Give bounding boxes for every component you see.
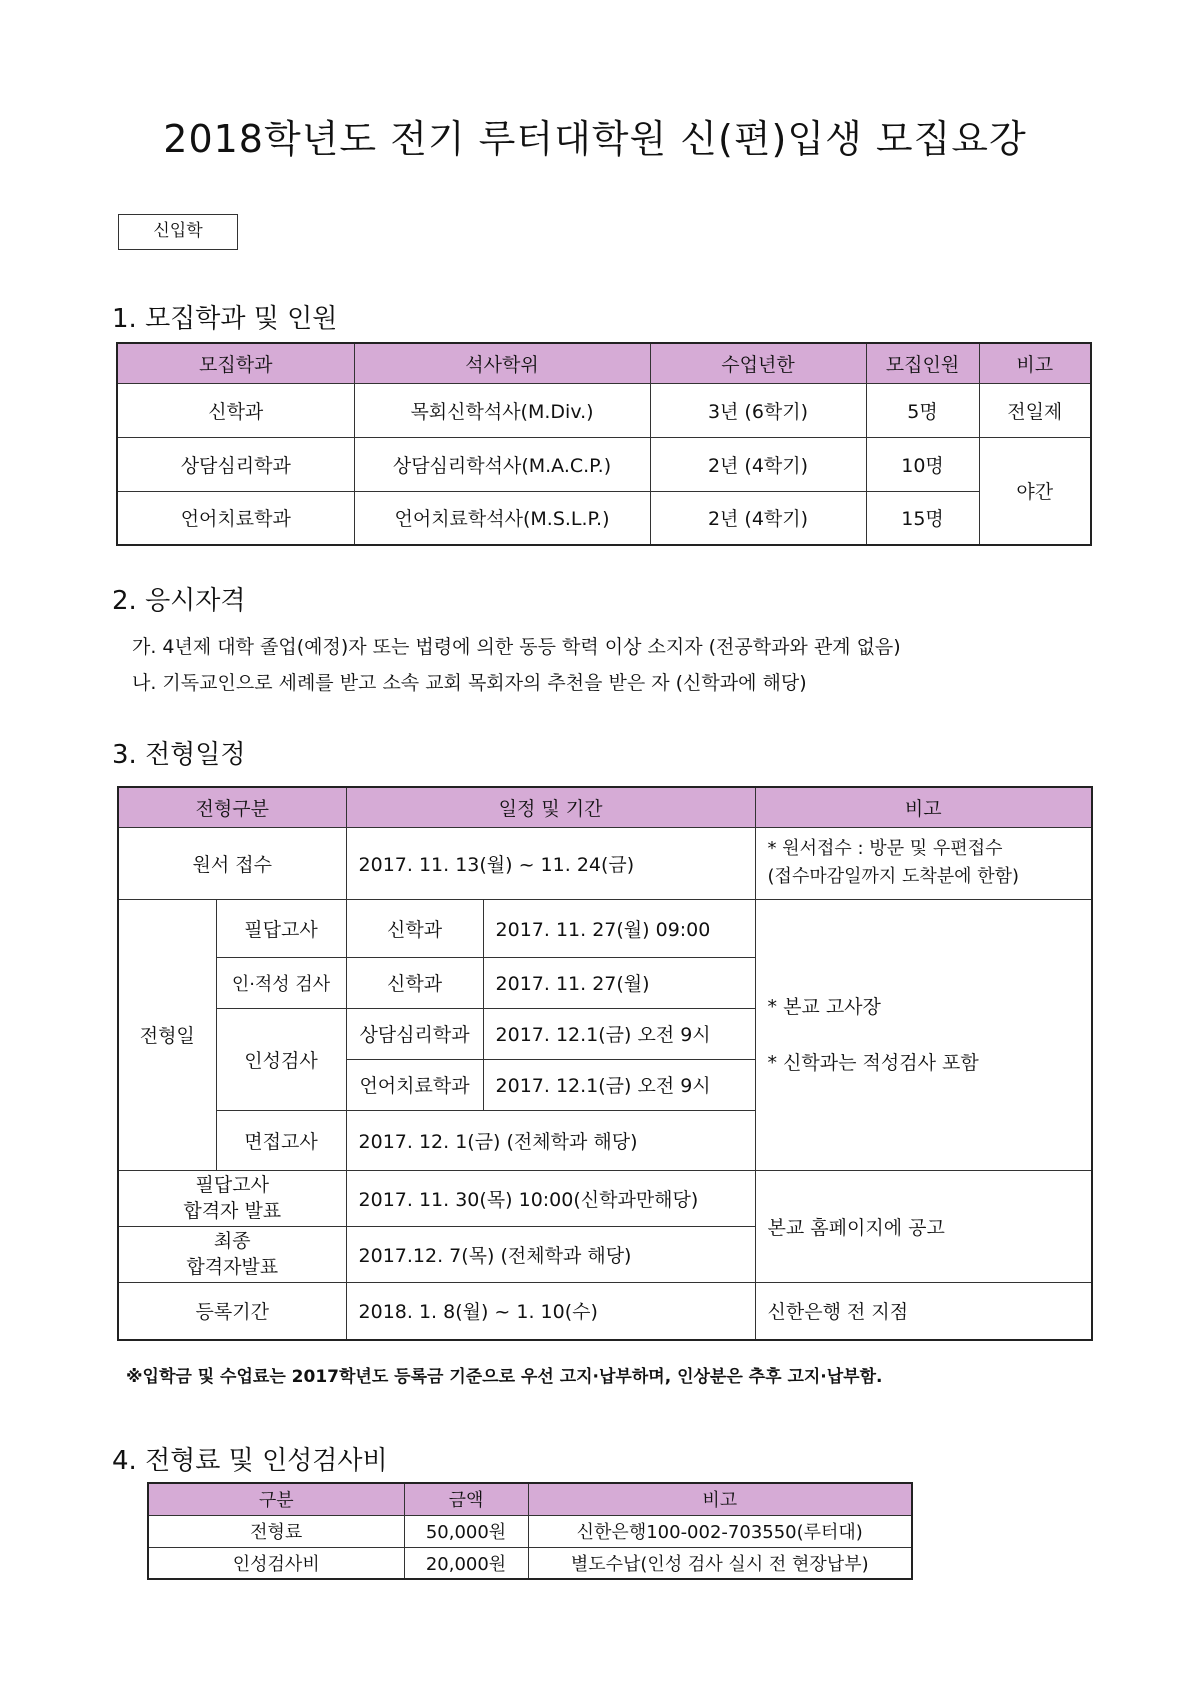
interview-date: 2017. 12. 1(금) (전체학과 해당): [346, 1110, 755, 1170]
registration-period: 2018. 1. 8(월) ~ 1. 10(수): [346, 1282, 755, 1340]
fee-table: [147, 1482, 913, 1580]
header-schedule: 일정 및 기간: [346, 787, 755, 827]
personality-date: 2017. 12.1(금) 오전 9시: [483, 1008, 755, 1059]
written-date: 2017. 11. 27(월) 09:00: [483, 899, 755, 957]
written-label: 필답고사: [216, 899, 346, 957]
qualification-item: 나. 기독교인으로 세례를 받고 소속 교회 목회자의 추천을 받은 자 (신학과에 해당): [132, 672, 807, 694]
label-line: 합격자발표: [186, 1256, 279, 1278]
personality-label: 인성검사: [216, 1008, 346, 1110]
written-result-label: [118, 1170, 346, 1226]
degree-cell: 목회신학석사(M.Div.): [354, 383, 650, 437]
count-cell: 15명: [866, 491, 979, 545]
table-header-row: [148, 1483, 912, 1515]
note-cell: 야간: [979, 437, 1091, 545]
table-row: [148, 1515, 912, 1547]
section3-heading: 3. 전형일정: [112, 740, 246, 770]
result-note: 본교 홈페이지에 공고: [755, 1170, 1092, 1282]
dept-cell: 신학과: [117, 383, 354, 437]
header-count: 모집인원: [866, 343, 979, 383]
header-type: 전형구분: [118, 787, 346, 827]
header-amount: 금액: [404, 1483, 528, 1515]
fee-note: 별도수납(인성 검사 실시 전 현장납부): [528, 1547, 912, 1579]
header-years: 수업년한: [650, 343, 866, 383]
note-cell: 전일제: [979, 383, 1091, 437]
interview-label: 면접고사: [216, 1110, 346, 1170]
header-item: 구분: [148, 1483, 404, 1515]
count-cell: 5명: [866, 383, 979, 437]
registration-label: 등록기간: [118, 1282, 346, 1340]
qualification-item: 가. 4년제 대학 졸업(예정)자 또는 법령에 의한 동등 학력 이상 소지자 (전공학과와 관계 없음): [132, 636, 901, 658]
table-row: [118, 1282, 1092, 1340]
fee-note: 신한은행100-002-703550(루터대): [528, 1515, 912, 1547]
header-degree: 석사학위: [354, 343, 650, 383]
schedule-table: [117, 786, 1093, 1341]
personality-dept: 언어치료학과: [346, 1059, 483, 1110]
registration-note: 신한은행 전 지점: [755, 1282, 1092, 1340]
section4-heading: 4. 전형료 및 인성검사비: [112, 1446, 388, 1476]
exam-note-line: * 본교 고사장: [767, 995, 881, 1018]
application-period: 2017. 11. 13(월) ~ 11. 24(금): [346, 827, 755, 899]
written-result-date: 2017. 11. 30(목) 10:00(신학과만해당): [346, 1170, 755, 1226]
aptitude-date: 2017. 11. 27(월): [483, 957, 755, 1008]
header-note: 비고: [528, 1483, 912, 1515]
fee-amount: 50,000원: [404, 1515, 528, 1547]
tuition-notice: ※입학금 및 수업료는 2017학년도 등록금 기준으로 우선 고지·납부하며, 인상분은 추후 고지·납부함.: [126, 1367, 883, 1387]
page-title: 2018학년도 전기 루터대학원 신(편)입생 모집요강: [163, 117, 1027, 161]
exam-day-label: 전형일: [118, 899, 216, 1170]
exam-note-line: * 신학과는 적성검사 포함: [767, 1051, 979, 1074]
fee-item: 전형료: [148, 1515, 404, 1547]
header-note: 비고: [979, 343, 1091, 383]
table-header-row: [118, 787, 1092, 827]
section1-heading: 1. 모집학과 및 인원: [112, 304, 338, 334]
years-cell: 2년 (4학기): [650, 491, 866, 545]
aptitude-dept: 신학과: [346, 957, 483, 1008]
table-row: [117, 491, 1091, 545]
count-cell: 10명: [866, 437, 979, 491]
application-label: 원서 접수: [118, 827, 346, 899]
table-row: [117, 383, 1091, 437]
header-dept: 모집학과: [117, 343, 354, 383]
header-note: 비고: [755, 787, 1092, 827]
dept-cell: 언어치료학과: [117, 491, 354, 545]
aptitude-label: 인·적성 검사: [216, 957, 346, 1008]
personality-dept: 상담심리학과: [346, 1008, 483, 1059]
years-cell: 3년 (6학기): [650, 383, 866, 437]
application-note-line: * 원서접수 : 방문 및 우편접수: [767, 838, 1003, 859]
table-row: [118, 899, 1092, 957]
table-row: [148, 1547, 912, 1579]
application-note-line: (접수마감일까지 도착분에 한함): [767, 866, 1020, 887]
years-cell: 2년 (4학기): [650, 437, 866, 491]
department-table: [116, 342, 1092, 546]
fee-amount: 20,000원: [404, 1547, 528, 1579]
table-row: [118, 1170, 1092, 1226]
table-row: [117, 437, 1091, 491]
table-row: [118, 827, 1092, 899]
label-line: 최종: [213, 1230, 251, 1252]
application-note: [755, 827, 1092, 899]
degree-cell: 언어치료학석사(M.S.L.P.): [354, 491, 650, 545]
final-result-label: [118, 1226, 346, 1282]
admission-type-tag: 신입학: [118, 214, 238, 250]
dept-cell: 상담심리학과: [117, 437, 354, 491]
personality-date: 2017. 12.1(금) 오전 9시: [483, 1059, 755, 1110]
label-line: 필답고사: [195, 1174, 269, 1196]
section2-heading: 2. 응시자격: [112, 586, 246, 616]
degree-cell: 상담심리학석사(M.A.C.P.): [354, 437, 650, 491]
fee-item: 인성검사비: [148, 1547, 404, 1579]
final-result-date: 2017.12. 7(목) (전체학과 해당): [346, 1226, 755, 1282]
exam-note: [755, 899, 1092, 1170]
label-line: 합격자 발표: [183, 1200, 282, 1222]
table-header-row: [117, 343, 1091, 383]
written-dept: 신학과: [346, 899, 483, 957]
